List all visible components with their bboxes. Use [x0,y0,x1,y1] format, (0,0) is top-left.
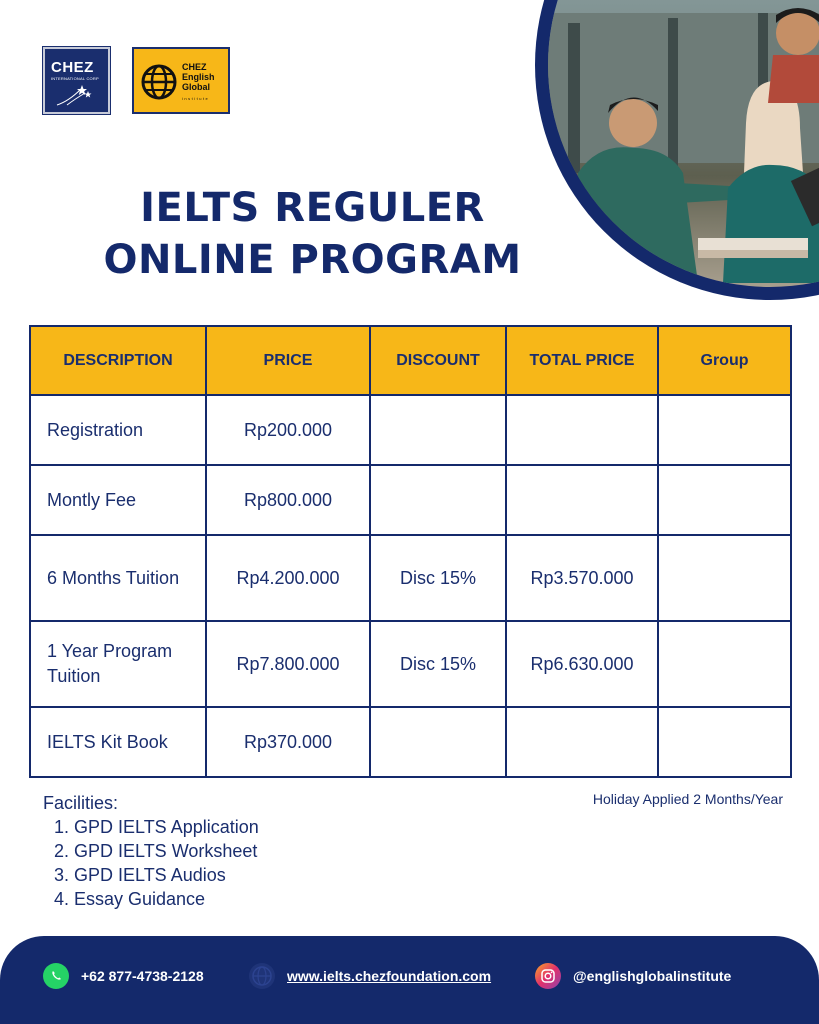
cell-description: 1 Year Program Tuition [30,621,206,707]
list-item: 2. GPD IELTS Worksheet [74,839,259,863]
students-illustration [548,0,819,287]
cell-discount [370,395,506,465]
contact-footer [0,936,819,1024]
facilities-section [43,791,259,911]
instagram-icon [535,963,561,989]
phone-contact[interactable] [43,963,204,989]
globe-icon [249,963,275,989]
table-row [30,465,791,535]
table-header-row [30,326,791,395]
cell-discount [370,465,506,535]
cell-discount: Disc 15% [370,621,506,707]
facilities-list [43,815,259,911]
chez-english-global-logo [132,47,230,114]
shooting-stars-icon [55,81,95,107]
list-item: 1. GPD IELTS Application [74,815,259,839]
cell-group [658,707,791,777]
website-url: www.ielts.chezfoundation.com [287,968,492,984]
cell-discount: Disc 15% [370,535,506,621]
instagram-contact[interactable] [535,963,731,989]
cell-price: Rp800.000 [206,465,370,535]
instagram-handle: @englishglobalinstitute [573,968,732,984]
chez-logo-name: CHEZ [51,59,94,76]
ceg-logo-name: CHEZ English Global [182,62,215,92]
table-row [30,707,791,777]
header-price: PRICE [206,326,370,395]
table-row [30,535,791,621]
cell-total [506,707,658,777]
list-item: 4. Essay Guidance [74,887,259,911]
holiday-note: Holiday Applied 2 Months/Year [592,791,783,807]
facilities-label: Facilities: [43,793,119,813]
cell-total: Rp3.570.000 [506,535,658,621]
cell-total [506,465,658,535]
cell-price: Rp370.000 [206,707,370,777]
list-item: 3. GPD IELTS Audios [74,863,259,887]
phone-number: +62 877-4738-2128 [81,968,204,984]
cell-description: IELTS Kit Book [30,707,206,777]
header-description: DESCRIPTION [30,326,206,395]
header-group: Group [658,326,791,395]
website-link[interactable] [249,963,491,989]
chez-international-logo [43,47,110,114]
ceg-logo-tag: institute [182,96,210,101]
cell-group [658,621,791,707]
cell-price: Rp4.200.000 [206,535,370,621]
cell-description: Registration [30,395,206,465]
cell-discount [370,707,506,777]
cell-group [658,465,791,535]
cell-total: Rp6.630.000 [506,621,658,707]
whatsapp-icon [43,963,69,989]
price-table [29,325,792,778]
cell-description: 6 Months Tuition [30,535,206,621]
header-total-price: TOTAL PRICE [506,326,658,395]
header-discount: DISCOUNT [370,326,506,395]
table-row [30,621,791,707]
table-row [30,395,791,465]
cell-description: Montly Fee [30,465,206,535]
cell-group [658,535,791,621]
cell-group [658,395,791,465]
page-title: IELTS REGULER ONLINE PROGRAM [103,185,522,283]
globe-icon [140,63,178,101]
cell-price: Rp200.000 [206,395,370,465]
chez-logo-subtitle: INTERNATIONAL CORP [51,76,99,81]
cell-total [506,395,658,465]
cell-price: Rp7.800.000 [206,621,370,707]
